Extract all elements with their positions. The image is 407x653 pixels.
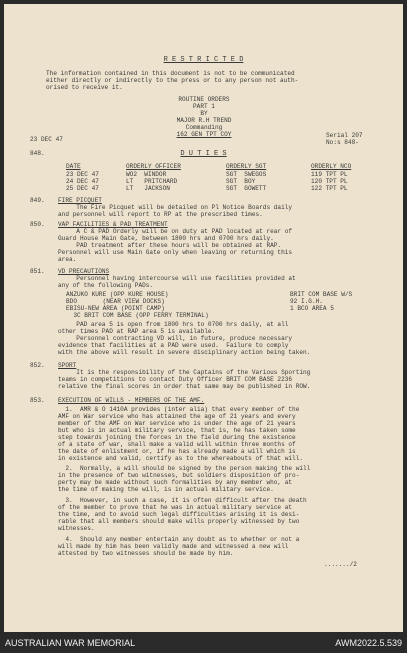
paragraph-line: Personnel will use Main Gate only when leaving or returning this (58, 249, 293, 256)
pad-location: EBISU-NEW AREA (POINT CAMP) (66, 305, 165, 312)
paragraph-line: teams in competitions to contact Duty Officer BRIT COM BASE 2236 (58, 376, 293, 383)
paragraph-line: 1. AMR & O 1410A provides (inter alia) that every member of the (58, 406, 300, 413)
section-number: 850. (30, 221, 45, 228)
table-cell: 119 TPT PL (311, 171, 348, 178)
pad-location: BDO (NEAR VIEW DOCKS) (66, 298, 165, 305)
pad-location: 3C BRIT COM BASE (OPP FERRY TERMINAL) (66, 312, 209, 319)
footer-reference: AWM2022.5.539 (335, 638, 402, 648)
table-cell: LT JACKSON (126, 185, 170, 192)
section-number: 851. (30, 268, 45, 275)
paragraph-line: PAD area 5 is open from 1800 hrs to 0700 hrs daily, at all (58, 321, 289, 328)
paragraph-line: Personnel contracting VD will, in future, produce necessary (58, 335, 293, 342)
paragraph-line: 3. However, in such a case, it is often difficult after the death (58, 497, 307, 504)
classification-heading: R E S T R I C T E D (163, 56, 244, 64)
archive-footer (0, 632, 407, 653)
paragraph-line: of the member to prove that he was in actual military service at (58, 504, 293, 511)
col-header-date: DATE (66, 163, 81, 170)
continued-marker: ......./2 (324, 561, 357, 568)
section-number: 848. (30, 150, 45, 157)
pad-location: 1 BCO AREA 5 (290, 305, 334, 312)
col-header-orderly-sgt: ORDERLY SGT (226, 163, 267, 170)
paragraph-line: area. (58, 256, 77, 263)
table-cell: 122 TPT PL (311, 185, 348, 192)
paragraph-line: It is the responsibility of the Captains of the Various Sporting (58, 369, 311, 376)
table-cell: SGT GOWETT (226, 185, 267, 192)
paragraph-line: in the presence of two witnesses, but soldiers disposition of pro- (58, 472, 300, 479)
section-number: 853. (30, 397, 45, 404)
section-heading: FIRE PICQUET (58, 197, 102, 204)
paragraph-line: and personnel will report to RP at the prescribed times. (58, 211, 263, 218)
paragraph-line: any of the following PADs. (58, 282, 154, 289)
footer-institution: AUSTRALIAN WAR MEMORIAL (5, 638, 136, 648)
table-cell: LT PRITCHARD (126, 178, 178, 185)
paragraph-line: step towards joining the forces in the field during the existence (58, 434, 296, 441)
paragraph-line: witnesses. (58, 525, 95, 532)
paragraph-line: A C & PAD Orderly will be on duty at PAD located at rear of (58, 228, 293, 235)
paragraph-line: The Fire Picquet will be detailed on Pl Notice Boards daily (58, 204, 293, 211)
notice-line: The information contained in this document is not to be communicated (46, 70, 295, 77)
notice-line: orised to receive it. (46, 84, 123, 91)
commanding-label: Commanding (185, 124, 223, 131)
orders-title: ROUTINE ORDERS (178, 96, 230, 103)
serial-number: Serial 207 (326, 132, 363, 139)
paragraph-line: with the above will result in severe disciplinary action being taken. (58, 349, 311, 356)
paragraph-line: member of the AMF on War service who is under the age of 21 years (58, 420, 296, 427)
paragraph-line: the date of enlistment or, if he has already made a will which is (58, 448, 296, 455)
section-heading: D U T I E S (180, 150, 227, 158)
section-number: 849. (30, 197, 45, 204)
section-heading: EXECUTION OF WILLS - MEMBERS OF THE AMF. (58, 397, 205, 404)
paragraph-line: attested by two witnesses should be made by him. (58, 550, 234, 557)
paragraph-line: Guard House Main Gate, between 1800 hrs and 0700 hrs daily. (58, 235, 274, 242)
col-header-orderly-nco: ORDERLY NCO (311, 163, 352, 170)
paragraph-line: 4. Should any member entertain any doubt as to whether or not a (58, 536, 300, 543)
paragraph-line: perty may be made without such formalities by any member who, at (58, 479, 293, 486)
table-cell: 25 DEC 47 (66, 185, 99, 192)
table-cell: WO2 WINDOR (126, 171, 167, 178)
section-heading: VD PRECAUTIONS (58, 268, 110, 275)
pad-location: ANZUKO KURE (OPP KURE HOUSE) (66, 291, 169, 298)
document-page (4, 4, 403, 632)
paragraph-line: rable that all members should make wills properly witnessed by two (58, 518, 300, 525)
orders-by: BY (200, 110, 208, 117)
section-number: 852. (30, 362, 45, 369)
table-cell: 23 DEC 47 (66, 171, 99, 178)
paragraph-line: the time, and to avoid such legal difficulties arising it is desi- (58, 511, 300, 518)
orders-part: PART 1 (193, 103, 215, 110)
table-cell: SGT BOY (226, 178, 256, 185)
memo-number: No:s 848- (326, 139, 359, 146)
paragraph-line: 2. Normally, a will should be signed by the person making the will (58, 465, 311, 472)
paragraph-line: AMF on War service who has attained the age of 21 years and every (58, 413, 296, 420)
paragraph-line: Personnel having intercourse will use facilities provided at (58, 275, 296, 282)
paragraph-line: relative the final scores in order that same may be published in ROW. (58, 383, 311, 390)
table-cell: SGT SWEGOS (226, 171, 267, 178)
order-date: 23 DEC 47 (30, 136, 63, 143)
paragraph-line: but who is in actual military service, that is, he has taken some (58, 427, 296, 434)
commanding-officer: MAJOR R.H TREND (176, 117, 232, 124)
col-header-orderly-officer: ORDERLY OFFICER (126, 163, 181, 170)
pad-location: BRIT COM BASE W/S (290, 291, 353, 298)
paragraph-line: will made by him has been validly made and witnessed a new will (58, 543, 289, 550)
paragraph-line: the time of making the will, is in actual military service. (58, 486, 274, 493)
paragraph-line: evidence that facilities at a PAD were used. Failure to comply (58, 342, 289, 349)
section-heading: SPORT (58, 362, 77, 369)
paragraph-line: of a state of war, shall make a valid will within three months of (58, 441, 296, 448)
paragraph-line: other times PAD at RAP area 5 is available. (58, 328, 216, 335)
table-cell: 120 TPT PL (311, 178, 348, 185)
paragraph-line: PAD treatment after these hours will be obtained at RAP. (58, 242, 282, 249)
pad-location: 92 I.G.H. (290, 298, 323, 305)
unit-name: 162 GEN TPT COY (176, 131, 232, 138)
section-heading: VAP FACILITIES & PAD TREATMENT (58, 221, 168, 228)
table-cell: 24 DEC 47 (66, 178, 99, 185)
notice-line: either directly or indirectly to the press or to any person not auth- (46, 77, 299, 84)
paragraph-line: in existence and valid, certify as to the whereabouts of that will. (58, 455, 304, 462)
